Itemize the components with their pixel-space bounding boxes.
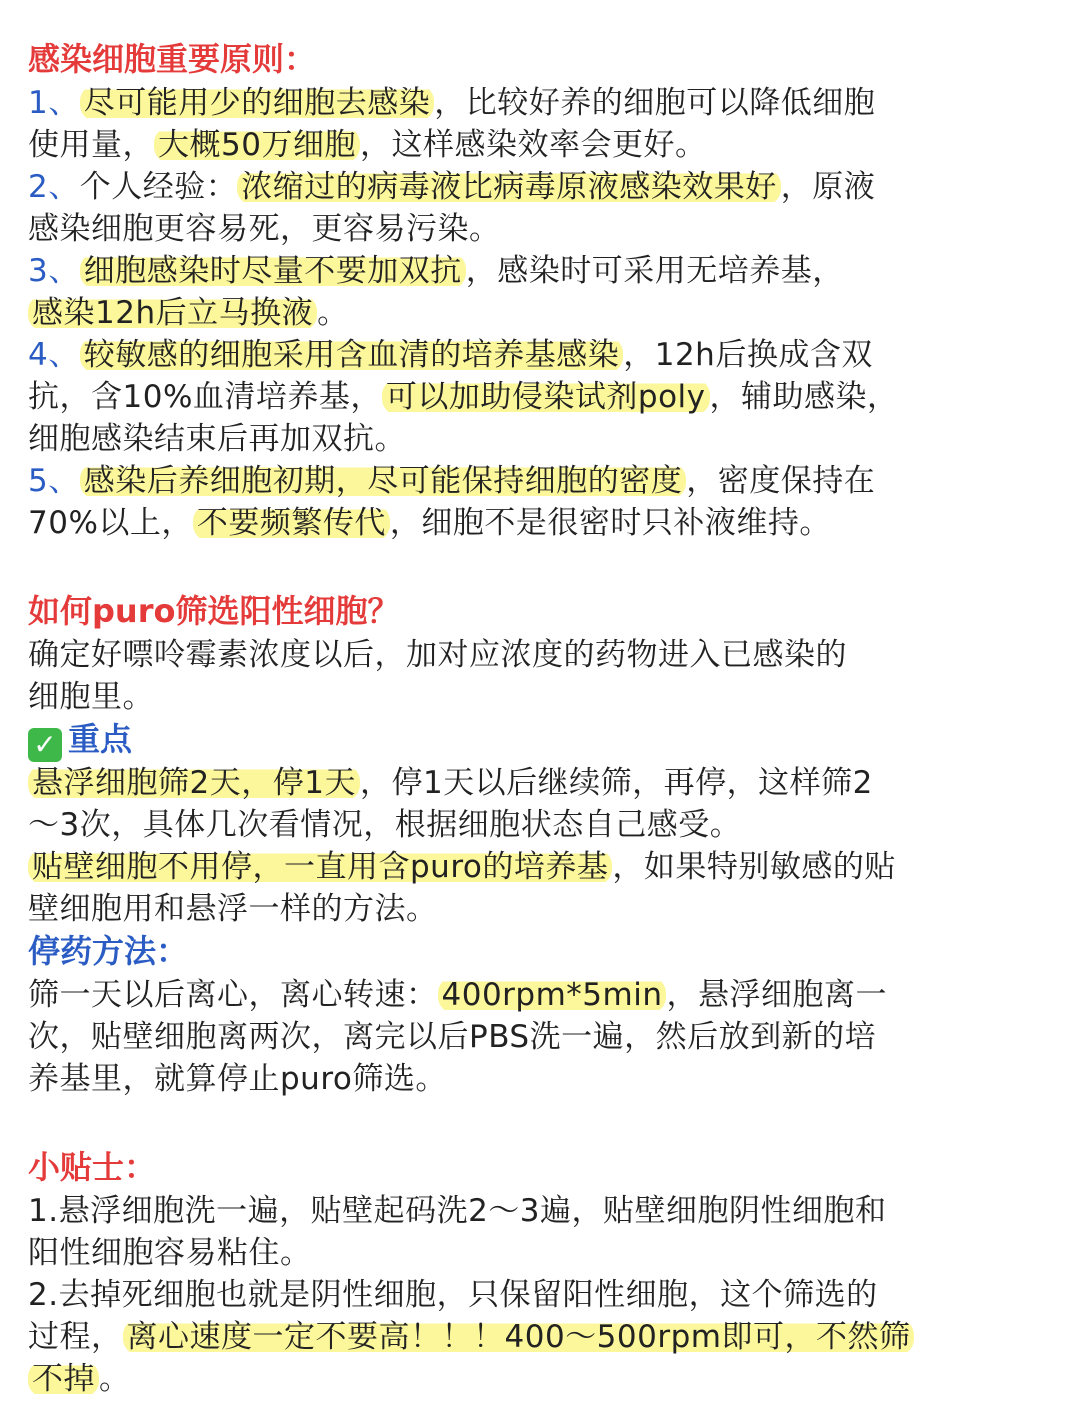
puro-intro-line-1: 确定好嘌呤霉素浓度以后，加对应浓度的药物进入已感染的 [28, 637, 847, 673]
text: 70%以上， [28, 505, 193, 541]
text: ，密度保持在 [686, 463, 876, 499]
highlight: 不要频繁传代 [193, 505, 390, 541]
highlight: 浓缩过的病毒液比病毒原液感染效果好 [237, 169, 781, 205]
text: ，原液 [780, 169, 876, 205]
text: ，悬浮细胞离一 [666, 977, 887, 1013]
highlight: 尽可能用少的细胞去感染 [80, 85, 435, 121]
text: 筛一天以后离心，离心转速： [28, 977, 438, 1013]
key-point-line-1 [28, 762, 1052, 804]
key-points-heading [28, 718, 1052, 762]
text: 使用量， [28, 127, 154, 163]
tip-line-2: 阳性细胞容易粘住。 [28, 1235, 312, 1271]
principle-5-line-2 [28, 502, 1052, 544]
principle-2-line-2: 感染细胞更容易死，更容易污染。 [28, 211, 501, 247]
text: 。 [317, 295, 349, 331]
text: 个人经验： [79, 169, 238, 205]
highlight: 细胞感染时尽量不要加双抗 [80, 253, 466, 289]
highlight: 感染12h后立马换液 [28, 295, 317, 331]
principle-3-line-2 [28, 292, 1052, 334]
stop-drug-method-heading: 停药方法： [28, 932, 189, 970]
tip-line-5 [28, 1358, 1052, 1400]
highlight: 400rpm*5min [438, 977, 667, 1013]
text: 过程， [28, 1319, 123, 1355]
tip-line-4 [28, 1316, 1052, 1358]
highlight: 不掉 [28, 1361, 99, 1397]
text: ，感染时可采用无培养基， [465, 253, 844, 289]
principle-2-line-1 [28, 166, 1052, 208]
highlight: 感染后养细胞初期，尽可能保持细胞的密度 [80, 463, 687, 499]
highlight: 离心速度一定不要高！！！400～500rpm即可，不然筛 [123, 1319, 915, 1355]
principle-4-line-2 [28, 376, 1052, 418]
text: ，比较好养的细胞可以降低细胞 [434, 85, 876, 121]
spacer [28, 1100, 1052, 1146]
section-title-infection-principles: 感染细胞重要原则： [28, 40, 317, 78]
item-number: 2、 [28, 169, 80, 205]
tip-line-1: 1.悬浮细胞洗一遍，贴壁起码洗2～3遍，贴壁细胞阴性细胞和 [28, 1193, 887, 1229]
principle-3-line-1 [28, 250, 1052, 292]
text: 抗，含10%血清培养基， [28, 379, 382, 415]
key-points-label: 重点 [68, 720, 133, 758]
check-mark-icon: ✓ [28, 728, 62, 762]
text: 。 [99, 1361, 131, 1397]
stop-method-line-1 [28, 974, 1052, 1016]
section-title-puro-selection: 如何puro筛选阳性细胞？ [28, 592, 400, 630]
item-number: 5、 [28, 463, 80, 499]
principle-1-line-2 [28, 124, 1052, 166]
highlight: 可以加助侵染试剂poly [382, 379, 710, 415]
highlight: 贴壁细胞不用停，一直用含puro的培养基 [28, 849, 612, 885]
item-number: 3、 [28, 253, 80, 289]
spacer [28, 544, 1052, 590]
principle-4-line-1 [28, 334, 1052, 376]
key-point-line-2: ～3次，具体几次看情况，根据细胞状态自己感受。 [28, 807, 742, 843]
principle-5-line-1 [28, 460, 1052, 502]
text: ，如果特别敏感的贴 [612, 849, 896, 885]
tip-line-3: 2.去掉死细胞也就是阴性细胞，只保留阳性细胞，这个筛选的 [28, 1277, 878, 1313]
stop-method-line-2: 次，贴壁细胞离两次，离完以后PBS洗一遍，然后放到新的培 [28, 1019, 877, 1055]
section-title-tips: 小贴士： [28, 1148, 157, 1186]
item-number: 4、 [28, 337, 80, 373]
text: ，细胞不是很密时只补液维持。 [389, 505, 831, 541]
key-point-line-3 [28, 846, 1052, 888]
highlight: 大概50万细胞 [154, 127, 360, 163]
text: ，停1天以后继续筛，再停，这样筛2 [359, 765, 873, 801]
highlight: 悬浮细胞筛2天，停1天 [28, 765, 360, 801]
text: ，这样感染效率会更好。 [359, 127, 707, 163]
principle-1-line-1 [28, 82, 1052, 124]
highlight: 较敏感的细胞采用含血清的培养基感染 [80, 337, 624, 373]
key-point-line-4: 壁细胞用和悬浮一样的方法。 [28, 891, 438, 927]
stop-method-line-3: 养基里，就算停止puro筛选。 [28, 1061, 447, 1097]
text: ，12h后换成含双 [623, 337, 873, 373]
text: ，辅助感染， [709, 379, 899, 415]
item-number: 1、 [28, 85, 80, 121]
principle-4-line-3: 细胞感染结束后再加双抗。 [28, 421, 406, 457]
puro-intro-line-2: 细胞里。 [28, 679, 154, 715]
